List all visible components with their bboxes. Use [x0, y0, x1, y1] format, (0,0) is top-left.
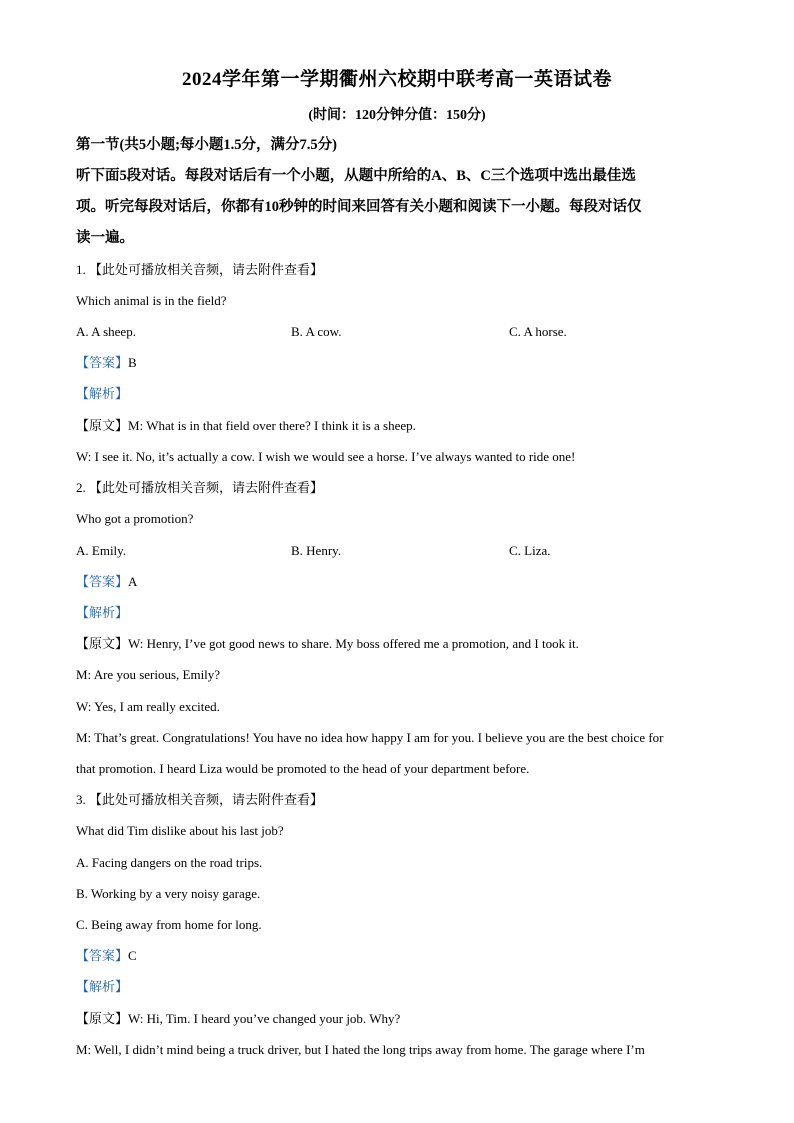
q2-transcript-line-1 [76, 635, 579, 653]
q1-option-c: C. A horse. [509, 324, 567, 339]
answer-tag: 【答案】 [76, 948, 129, 963]
answer-value: C [128, 948, 137, 963]
q1-transcript-line-2: W: I see it. No, it’s actually a cow. I wish we would see a horse. I’ve always wanted to ride one! [76, 449, 576, 464]
q1-option-b: B. A cow. [291, 324, 342, 339]
q2-transcript-line-4: M: That’s great. Congratulations! You have no idea how happy I am for you. I believe you are the best choice for [76, 730, 664, 745]
transcript-tag: 【原文】 [76, 1011, 129, 1026]
q3-header: 3. 【此处可播放相关音频，请去附件查看】 [76, 792, 324, 807]
q3-transcript-line-1 [76, 1010, 400, 1028]
instructions-line-3: 读一遍。 [76, 230, 134, 246]
q3-option-c: C. Being away from home for long. [76, 917, 262, 932]
page-title: 2024学年第一学期衢州六校期中联考高一英语试卷 [181, 69, 612, 90]
answer-value: A [128, 574, 138, 589]
q1-option-a: A. A sheep. [76, 324, 136, 339]
transcript-tag: 【原文】 [76, 418, 129, 433]
q2-answer [76, 573, 137, 591]
q3-option-b: B. Working by a very noisy garage. [76, 886, 261, 901]
q2-transcript-line-3: W: Yes, I am really excited. [76, 699, 220, 714]
exam-info: (时间：120分钟分值：150分) [308, 108, 486, 123]
q2-transcript-line-2: M: Are you serious, Emily? [76, 667, 221, 682]
instructions-line-2: 项。听完每段对话后，你都有10秒钟的时间来回答有关小题和阅读下一小题。每段对话仅 [76, 199, 642, 215]
q3-answer [76, 947, 137, 965]
section-heading: 第一节(共5小题;每小题1.5分，满分7.5分) [76, 137, 337, 153]
transcript-text: M: What is in that field over there? I think it is a sheep. [128, 418, 416, 433]
q1-transcript-line-1 [76, 417, 416, 435]
q2-analysis-tag: 【解析】 [76, 605, 129, 620]
answer-tag: 【答案】 [76, 355, 129, 370]
q1-header: 1. 【此处可播放相关音频，请去附件查看】 [76, 262, 324, 277]
transcript-text: W: Henry, I’ve got good news to share. My boss offered me a promotion, and I took it. [128, 636, 579, 651]
q1-answer [76, 354, 137, 372]
q2-option-a: A. Emily. [76, 543, 127, 558]
answer-tag: 【答案】 [76, 574, 129, 589]
q2-header: 2. 【此处可播放相关音频，请去附件查看】 [76, 480, 324, 495]
q2-option-c: C. Liza. [509, 543, 551, 558]
q2-option-b: B. Henry. [291, 543, 342, 558]
transcript-text: W: Hi, Tim. I heard you’ve changed your job. Why? [128, 1011, 401, 1026]
q3-question: What did Tim dislike about his last job? [76, 823, 284, 838]
q1-question: Which animal is in the field? [76, 293, 227, 308]
q3-option-a: A. Facing dangers on the road trips. [76, 855, 263, 870]
q3-transcript-line-2: M: Well, I didn’t mind being a truck driver, but I hated the long trips away from home. The garage where I’m [76, 1042, 645, 1057]
q3-analysis-tag: 【解析】 [76, 979, 129, 994]
instructions-line-1: 听下面5段对话。每段对话后有一个小题，从题中所给的A、B、C三个选项中选出最佳选 [76, 168, 636, 184]
answer-value: B [128, 355, 137, 370]
transcript-tag: 【原文】 [76, 636, 129, 651]
q2-question: Who got a promotion? [76, 511, 194, 526]
q2-transcript-line-5: that promotion. I heard Liza would be promoted to the head of your department before. [76, 761, 530, 776]
q1-analysis-tag: 【解析】 [76, 386, 129, 401]
